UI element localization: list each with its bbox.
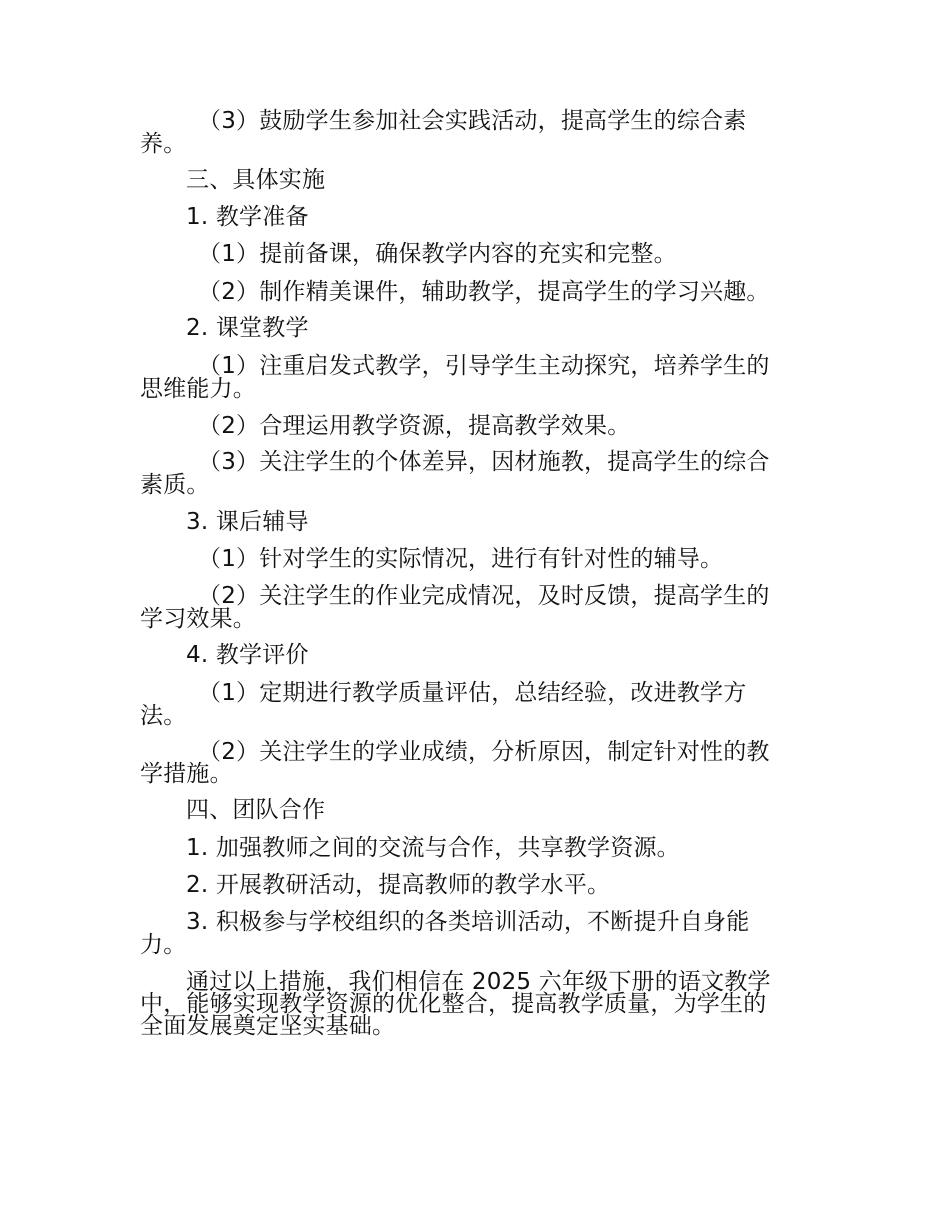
text-line: 学措施。: [140, 761, 233, 787]
text-line: 3. 积极参与学校组织的各类培训活动，不断提升自身能: [186, 909, 750, 935]
subsection-heading: 3. 课后辅导: [186, 509, 309, 535]
text-line: （2）制作精美课件，辅助教学，提高学生的学习兴趣。: [198, 279, 770, 305]
text-line: （2）关注学生的作业完成情况，及时反馈，提高学生的: [198, 583, 770, 609]
section-heading: 四、团队合作: [186, 797, 326, 823]
text-line: （2）关注学生的学业成绩，分析原因，制定针对性的教: [198, 739, 770, 765]
text-line: 全面发展奠定坚实基础。: [140, 1013, 396, 1039]
text-line: 通过以上措施，我们相信在 2025 六年级下册的语文教学: [186, 969, 771, 995]
section-heading: 三、具体实施: [186, 167, 326, 193]
text-line: 中，能够实现教学资源的优化整合，提高教学质量，为学生的: [140, 991, 767, 1017]
text-line: （3）鼓励学生参加社会实践活动，提高学生的综合素: [198, 108, 747, 134]
text-line: （1）提前备课，确保教学内容的充实和完整。: [198, 241, 677, 267]
text-line: 学习效果。: [140, 606, 256, 632]
text-line: 养。: [140, 131, 187, 157]
text-line: 2. 开展教研活动，提高教师的教学水平。: [186, 872, 611, 898]
text-line: （1）定期进行教学质量评估，总结经验，改进教学方: [198, 680, 747, 706]
text-line: 力。: [140, 932, 187, 958]
subsection-heading: 4. 教学评价: [186, 642, 309, 668]
text-line: （1）注重启发式教学，引导学生主动探究，培养学生的: [198, 353, 770, 379]
text-line: （2）合理运用教学资源，提高教学效果。: [198, 413, 631, 439]
subsection-heading: 2. 课堂教学: [186, 315, 309, 341]
text-line: 素质。: [140, 472, 210, 498]
text-line: （3）关注学生的个体差异，因材施教，提高学生的综合: [198, 449, 770, 475]
text-line: 法。: [140, 703, 187, 729]
text-line: 1. 加强教师之间的交流与合作，共享教学资源。: [186, 835, 680, 861]
text-line: 思维能力。: [140, 376, 256, 402]
text-line: （1）针对学生的实际情况，进行有针对性的辅导。: [198, 546, 724, 572]
subsection-heading: 1. 教学准备: [186, 204, 309, 230]
